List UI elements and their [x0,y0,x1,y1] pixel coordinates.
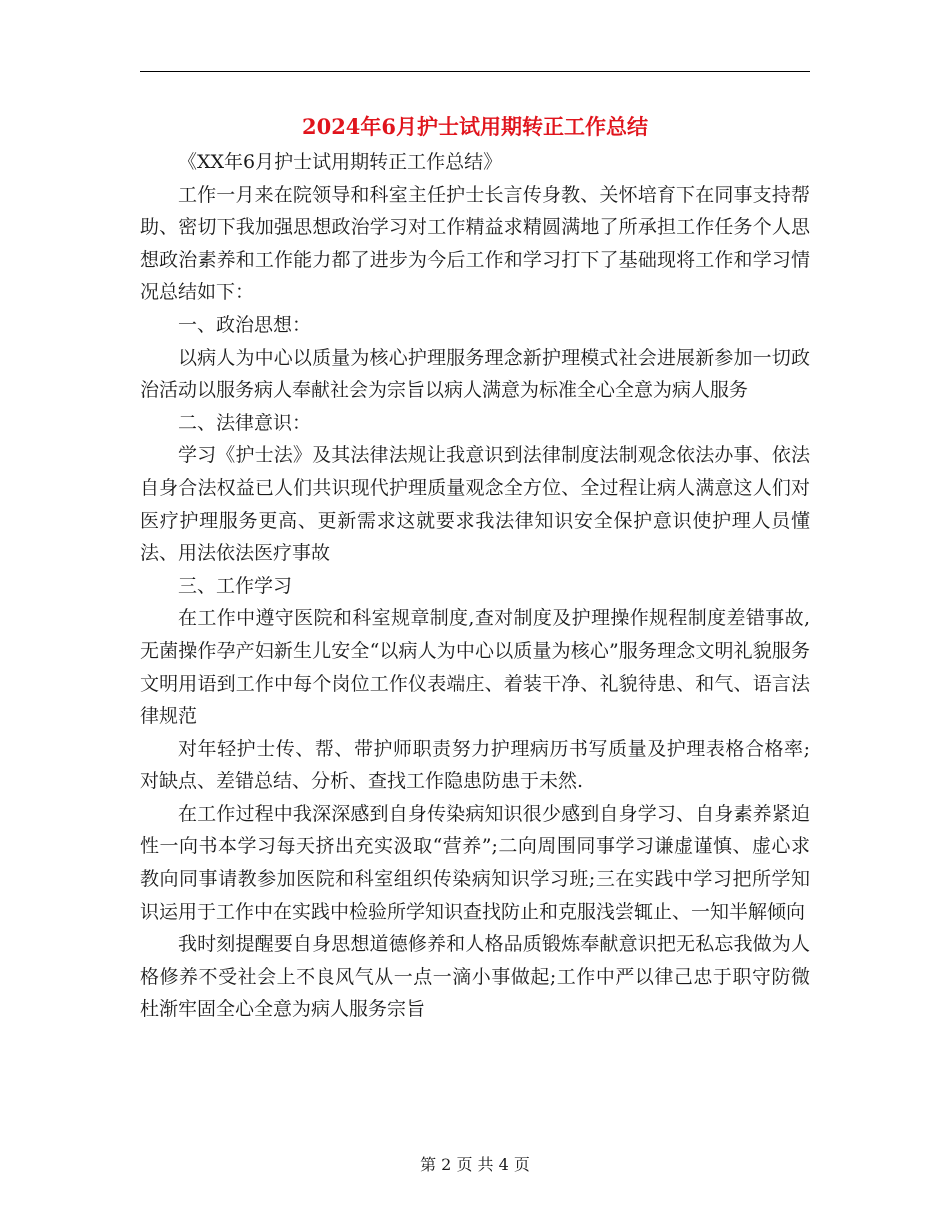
paragraph-politics: 以病人为中心以质量为核心护理服务理念新护理模式社会进展新参加一切政治活动以服务病人奉献社会为宗旨以病人满意为标准全心全意为病人服务 [140,346,810,402]
section-heading-work-study: 三、工作学习 [178,574,293,597]
section-heading-politics: 一、政治思想： [178,313,312,336]
header-rule [140,71,810,72]
document-body [140,146,810,1026]
document-title: 2024年6月护士试用期转正工作总结 [301,114,649,139]
paragraph-intro: 工作一月来在院领导和科室主任护士长言传身教、关怀培育下在同事支持帮助、密切下我加强思想政治学习对工作精益求精圆满地了所承担工作任务个人思想政治素养和工作能力都了进步为今后工作和学习打下了基础现将工作和学习情况总结如下： [140,183,810,304]
paragraph-learning: 在工作过程中我深深感到自身传染病知识很少感到自身学习、自身素养紧迫性一向书本学习每天挤出充实汲取“营养”;二向周围同事学习谦虚谨慎、虚心求教向同事请教参加医院和科室组织传染病知识学习班;三在实践中学习把所学知识运用于工作中在实践中检验所学知识查找防止和克服浅尝辄止、一知半解倾向 [140,802,810,923]
paragraph-morality: 我时刻提醒要自身思想道德修养和人格品质锻炼奉献意识把无私忘我做为人格修养不受社会上不良风气从一点一滴小事做起;工作中严以律己忠于职守防微杜渐牢固全心全意为病人服务宗旨 [140,933,810,1021]
section-heading-law: 二、法律意识： [178,411,312,434]
paragraph-law: 学习《护士法》及其法律法规让我意识到法律制度法制观念依法办事、依法自身合法权益已人们共识现代护理质量观念全方位、全过程让病人满意这人们对医疗护理服务更高、更新需求这就要求我法律知识安全保护意识使护理人员懂法、用法依法医疗事故 [140,444,810,565]
paragraph-work-rules: 在工作中遵守医院和科室规章制度,查对制度及护理操作规程制度差错事故,无菌操作孕产妇新生儿安全“以病人为中心以质量为核心”服务理念文明礼貌服务文明用语到工作中每个岗位工作仪表端庄、着装干净、礼貌待患、和气、语言法律规范 [140,607,810,728]
page-number-footer: 第 2 页 共 4 页 [420,1155,530,1174]
paragraph-book-title: 《XX年6月护士试用期转正工作总结》 [178,151,503,173]
paragraph-mentoring: 对年轻护士传、帮、带护师职责努力护理病历书写质量及护理表格合格率;对缺点、差错总结、分析、查找工作隐患防患于未然. [140,737,810,793]
